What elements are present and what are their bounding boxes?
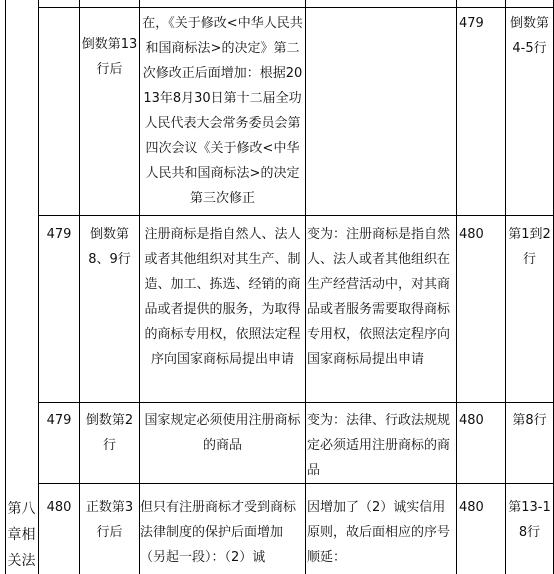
row3-page-b: 480	[459, 413, 484, 428]
row2-original-text: 注册商标是指自然人、法人或者其他组织对其生产、制造、加工、拣选、经销的商品或者提供的服务，为取得的商标专用权，依照法定程序向国家商标局提出申请	[144, 227, 301, 367]
row-divider	[38, 483, 554, 484]
row3-page-a: 479	[46, 413, 72, 428]
row2-page-a: 479	[46, 227, 72, 242]
row-divider	[38, 402, 554, 403]
row-divider	[38, 7, 554, 8]
column-divider	[38, 0, 39, 574]
row1-page-b: 479	[459, 16, 484, 31]
row4-original-text: 但只有注册商标才受到商标法律制度的保护后面增加（另起一段）：（2）诚	[140, 500, 297, 565]
row1-location-a: 倒数第13行后	[81, 37, 138, 77]
row4-page-a: 480	[46, 500, 72, 515]
row3-revised-text: 变为：法律、行政法规规定必须适用注册商标的商品	[307, 413, 451, 478]
chapter-label: 第八章相关法	[7, 501, 36, 569]
row2-location-a: 倒数第8、9行	[88, 227, 131, 267]
row1-original-text: 在，《关于修改<中华人民共和国商标法>的决定》第二次修改正后面增加：根据2013年8月30日第十二届全功人民代表大会常务委员会第四次会议《关于修改<中华人民共和国商标法>的决定第三次修正	[142, 16, 303, 206]
row3-original-text: 国家规定必须使用注册商标的商品	[144, 413, 301, 453]
row4-location-b: 第13-18行	[508, 500, 551, 540]
column-divider	[505, 0, 506, 574]
row2-location-b: 第1到2行	[508, 227, 551, 267]
row4-page-b: 480	[459, 500, 484, 515]
table-border-left	[5, 0, 6, 574]
row3-location-b: 第8行	[512, 413, 547, 428]
column-divider	[305, 0, 306, 574]
row4-revised-text: 因增加了（2）诚实信用原则，故后面相应的序号顺延：	[307, 500, 451, 565]
row1-location-b: 倒数第4-5行	[509, 16, 549, 56]
row4-location-a: 正数第3行后	[85, 500, 134, 540]
row-divider	[38, 215, 554, 216]
column-divider	[79, 0, 80, 574]
row2-page-b: 480	[459, 227, 484, 242]
row3-location-a: 倒数第2行	[85, 413, 134, 453]
column-divider	[456, 0, 457, 574]
row2-revised-text: 变为：注册商标是指自然人、法人或者其他组织在生产经营活动中，对其商品或者服务需要取得商标专用权，依照法定程序向国家商标局提出申请	[307, 227, 451, 367]
